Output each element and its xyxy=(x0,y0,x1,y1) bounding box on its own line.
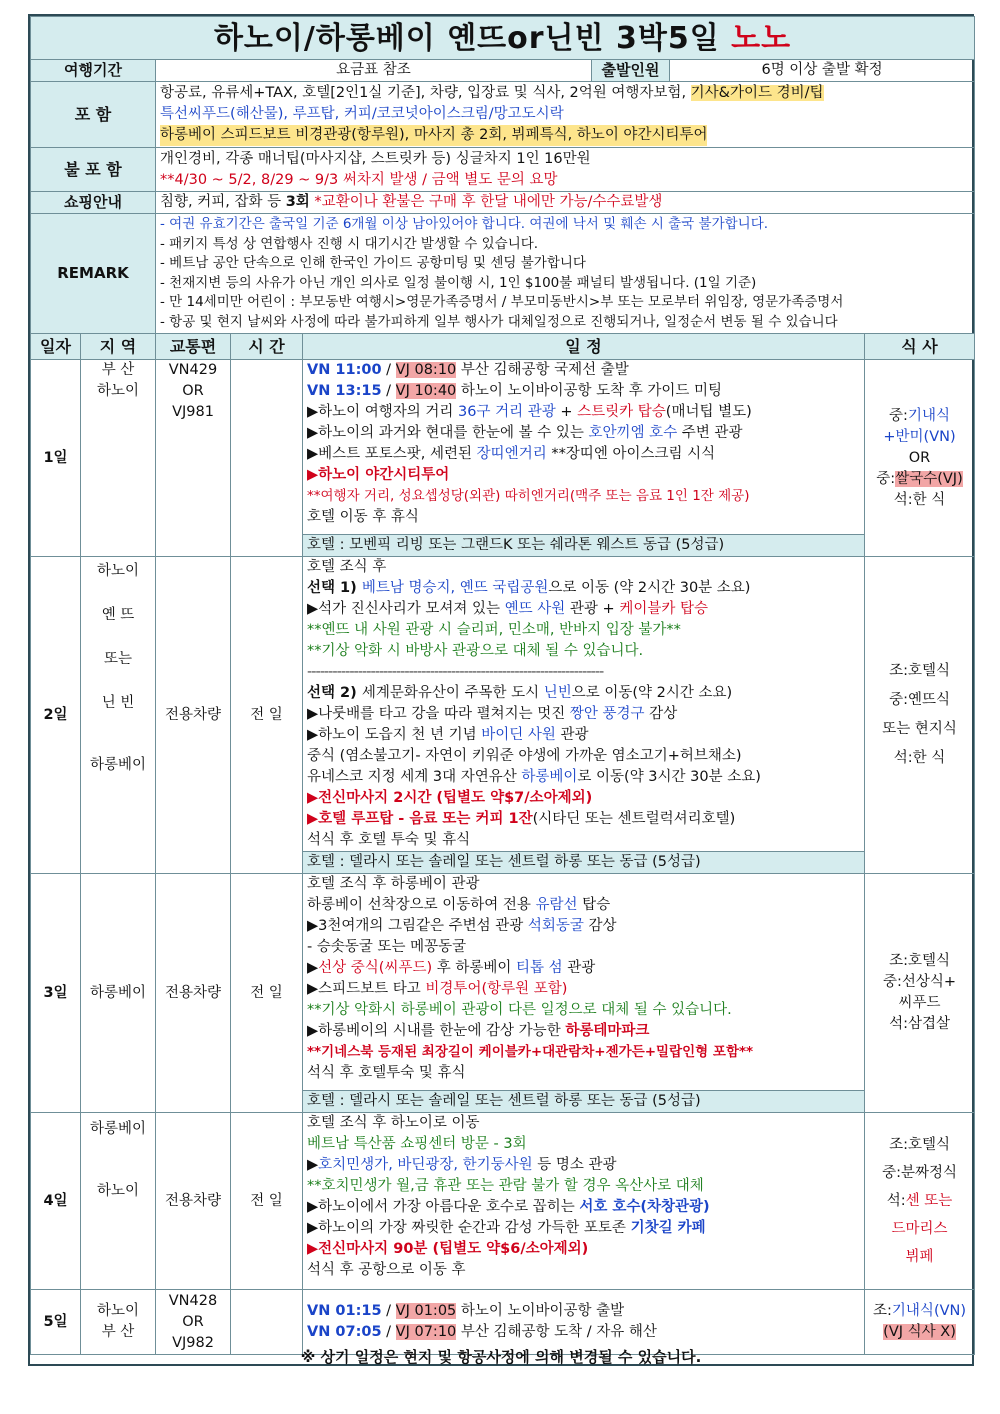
region-name: 옌 뜨 xyxy=(101,607,135,623)
vn-departure-time: VN 01:15 xyxy=(307,1303,382,1319)
header-meal: 식 사 xyxy=(865,334,975,360)
meal-highlight: 기내식(VN) xyxy=(891,1303,967,1319)
remark-row xyxy=(31,214,975,334)
meal-prefix: 석: xyxy=(886,1193,906,1209)
item-highlight: 짱안 풍경구 xyxy=(569,706,645,722)
include-special: 특선씨푸드(해산물), 루프탑, 커피/코코넛아이스크림/망고도시락 xyxy=(160,106,564,122)
item-text: 호텔 조식 후 하노이로 이동 xyxy=(307,1115,480,1131)
region-name: 또는 xyxy=(103,651,132,667)
item-text: 관광 + xyxy=(565,601,620,617)
item-text: 으로 이동(약 2시간 소요) xyxy=(571,685,733,701)
flight-code: VJ981 xyxy=(172,404,214,420)
item-text: 호텔 조식 후 하롱베이 관광 xyxy=(307,876,480,892)
schedule-header-row xyxy=(31,334,975,360)
rooftop-item: ▶호텔 루프탑 - 음료 또는 커피 1잔 xyxy=(307,811,533,827)
day3-transport: 전용차량 xyxy=(156,874,231,1113)
item-text: 호텔 이동 후 휴식 xyxy=(307,509,419,525)
remark-label: REMARK xyxy=(31,214,156,334)
item-text: 호텔 조식 후 xyxy=(307,559,387,575)
remark-item: - 항공 및 현지 날씨와 사정에 따라 불가피하게 일부 행사가 대체일정으로 진행되거나, 일정순서 변동 될 수 있습니다 xyxy=(160,313,838,330)
option-label: 선택 2) xyxy=(307,685,362,701)
vn-departure-time: VN 11:00 xyxy=(307,362,382,378)
day3-hotel: 호텔 : 델라시 또는 솔레일 또는 센트럴 하롱 또는 동급 (5성급) xyxy=(303,1091,865,1113)
region-name: 하노이 xyxy=(96,1303,140,1319)
item-highlight: 호안끼엠 호수 xyxy=(588,425,678,441)
separator: / xyxy=(381,383,396,399)
region-name: 하노이 xyxy=(96,383,140,399)
shopping-items: 침향, 커피, 잡화 등 xyxy=(160,194,286,210)
day2-row xyxy=(31,557,975,852)
region-name: 하롱베이 xyxy=(89,757,147,773)
item-highlight: 서호 호수(차창관광) xyxy=(579,1199,710,1215)
flight-or: OR xyxy=(182,383,204,399)
vj-departure-time: VJ 08:10 xyxy=(395,362,457,378)
flight-code: VJ982 xyxy=(172,1334,214,1351)
surcharge-note: **4/30 ~ 5/2, 8/29 ~ 9/3 써차지 발생 / 금액 별도 문의 요망 xyxy=(160,171,558,188)
day3-time: 전 일 xyxy=(231,874,303,1113)
header-day: 일자 xyxy=(31,334,81,360)
weather-note: **기상 악화시 하롱베이 관광이 다른 일정으로 대체 될 수 있습니다. xyxy=(307,1002,732,1018)
day4-transport: 전용차량 xyxy=(156,1113,231,1290)
meal-highlight: +반미(VN) xyxy=(883,428,956,445)
header-region: 지 역 xyxy=(81,334,156,360)
item-text: ▶하노이에서 가장 아름다운 호수로 꼽히는 xyxy=(307,1199,580,1215)
day3-schedule xyxy=(303,874,865,1091)
remark-item: - 베트남 공안 단속으로 인해 한국인 가이드 공항미팅 및 센딩 불가합니다 xyxy=(160,255,586,271)
vj-departure-time: VJ 01:05 xyxy=(395,1303,457,1319)
item-text: 유네스코 지정 세계 3대 자연유산 xyxy=(307,769,522,785)
day1-meal xyxy=(865,360,975,557)
item-text: ▶스피드보트 타고 xyxy=(307,981,426,997)
include-tour: 하롱베이 스피드보트 비경관광(항루원), 마사지 총 2회, 뷔페특식, 하노이 야간시티투어 xyxy=(160,125,707,146)
closure-note: **호치민생가 월,금 휴관 또는 관람 불가 할 경우 옥산사로 대체 xyxy=(307,1178,704,1194)
item-text: ▶나룻배를 타고 강을 따라 펼쳐지는 멋진 xyxy=(307,706,570,722)
night-tour-note: **여행자 거리, 성요셉성당(외관) 따히엔거리(맥주 또는 음료 1인 1잔 제공) xyxy=(307,488,750,504)
include-row xyxy=(31,82,975,148)
meal-text: 석:삼겹살 xyxy=(889,1016,950,1032)
vn-arrival-time: VN 13:15 xyxy=(307,383,382,399)
meal-highlight: 쌀국수(VJ) xyxy=(895,470,963,487)
dress-code-note: **옌뜨 내 사원 관광 시 슬리퍼, 민소매, 반바지 입장 불가** xyxy=(307,622,681,638)
item-text: 석식 후 공항으로 이동 후 xyxy=(307,1262,466,1278)
day5-schedule xyxy=(303,1290,865,1355)
day2-label: 2일 xyxy=(31,557,81,874)
separator: / xyxy=(381,1303,396,1319)
item-text: ▶석가 진신사리가 모셔져 있는 xyxy=(307,601,505,617)
meal-text: 씨푸드 xyxy=(898,995,941,1011)
day5-transport xyxy=(156,1290,231,1355)
vj-arrival-time: VJ 10:40 xyxy=(395,383,457,399)
exclude-content xyxy=(156,148,975,192)
item-highlight: 케이블카 탑승 xyxy=(619,601,708,617)
page-title: 하노이/하롱베이 옌뜨or닌빈 3박5일 xyxy=(213,20,720,56)
item-text: 감상 xyxy=(644,706,678,722)
header-transport: 교통편 xyxy=(156,334,231,360)
item-text: ▶하노이의 가장 짜릿한 순간과 감성 가득한 포토존 xyxy=(307,1220,631,1236)
day2-region xyxy=(81,557,156,874)
remark-item: - 만 14세미만 어린이 : 부모동반 여행시>영문가족증명서 / 부모미동반시>부 또는 모로부터 위임장, 영문가족증명서 xyxy=(160,294,844,310)
item-text: 세계문화유산이 주목한 도시 xyxy=(361,685,544,701)
remark-content xyxy=(156,214,975,334)
day5-row xyxy=(31,1290,975,1355)
day1-row xyxy=(31,360,975,535)
flight-code: VN429 xyxy=(168,362,218,378)
meal-text: 조:호텔식 xyxy=(889,663,950,679)
region-name: 부 산 xyxy=(101,1324,135,1340)
day2-schedule xyxy=(303,557,865,852)
day2-time: 전 일 xyxy=(231,557,303,874)
itinerary-sheet xyxy=(28,14,974,1366)
meal-text: 중:선상식+ xyxy=(882,974,957,990)
item-text: **장띠엔 아이스크림 시식 xyxy=(546,446,716,462)
shopping-refund-note: *교환이나 환불은 구매 후 한달 내에만 가능/수수료발생 xyxy=(309,194,663,210)
region-name: 하롱베이 xyxy=(89,1121,147,1137)
departure-text: 부산 김해공항 국제선 출발 xyxy=(456,362,629,378)
day4-schedule xyxy=(303,1113,865,1290)
arrival-text: 부산 김해공항 도착 / 자유 해산 xyxy=(456,1324,657,1340)
arrival-text: 하노이 노이바이공항 도착 후 가이드 미팅 xyxy=(456,383,723,399)
meal-highlight: 뷔페 xyxy=(905,1249,934,1265)
item-highlight: 장띠엔거리 xyxy=(476,446,547,462)
item-text: 관광 xyxy=(562,960,596,976)
item-highlight: 비경투어(항루원 포함) xyxy=(425,981,568,997)
item-text: 하롱베이 선착장으로 이동하여 전용 xyxy=(307,897,536,913)
meal-highlight: 기내식 xyxy=(907,407,950,424)
remark-item: - 여권 유효기간은 출국일 기준 6개월 이상 남아있어야 합니다. 여권에 낙서 및 훼손 시 출국 불가합니다. xyxy=(160,216,769,232)
vj-arrival-time: VJ 07:10 xyxy=(395,1324,457,1340)
day1-hotel: 호텔 : 모벤픽 리빙 또는 그랜드K 또는 쉐라톤 웨스트 동급 (5성급) xyxy=(303,535,865,557)
item-text: 석식 후 호텔투숙 및 휴식 xyxy=(307,1065,466,1081)
item-text: (시타딘 또는 센트럴럭셔리호텔) xyxy=(532,811,736,827)
header-schedule: 일 정 xyxy=(303,334,865,360)
day4-time: 전 일 xyxy=(231,1113,303,1290)
item-text: ▶베스트 포토스팟, 세련된 xyxy=(307,446,477,462)
meal-text: 석:한 식 xyxy=(893,750,946,766)
item-highlight: 기찻길 카페 xyxy=(630,1220,706,1236)
remark-item: - 천재지변 등의 사유가 아닌 개인 의사로 일정 불이행 시, 1인 $100불 패널티 발생됩니다. (1일 기준) xyxy=(160,274,757,291)
day3-region: 하롱베이 xyxy=(81,874,156,1113)
item-highlight: 석회동굴 xyxy=(527,918,584,934)
item-text: 관광 xyxy=(555,727,589,743)
period-label: 여행기간 xyxy=(31,60,156,82)
item-text: ▶하노이 여행자의 거리 xyxy=(307,404,459,420)
massage-item: ▶전신마사지 90분 (팁별도 약$6/소아제외) xyxy=(307,1241,589,1257)
meal-prefix: 중: xyxy=(876,470,896,487)
exclude-text: 개인경비, 각종 매너팁(마사지샵, 스트릿카 등) 싱글차지 1인 16만원 xyxy=(160,150,591,167)
item-highlight: 36구 거리 관광 xyxy=(458,404,556,420)
item-text: ▶하노이의 과거와 현대를 한눈에 볼 수 있는 xyxy=(307,425,589,441)
item-text: + xyxy=(555,404,578,420)
meal-highlight: 드마리스 xyxy=(891,1221,948,1237)
period-value: 요금표 참조 xyxy=(156,60,592,82)
itinerary-table xyxy=(30,16,975,1355)
period-row xyxy=(31,60,975,82)
item-highlight: 닌빈 xyxy=(543,685,572,701)
option-label: 선택 1) xyxy=(307,580,362,596)
region-name: 닌 빈 xyxy=(101,695,135,711)
massage-item: ▶전신마사지 2시간 (팁별도 약$7/소아제외) xyxy=(307,790,593,806)
people-value: 6명 이상 출발 확정 xyxy=(670,60,975,82)
day1-label: 1일 xyxy=(31,360,81,557)
region-name: 부 산 xyxy=(101,362,135,378)
item-highlight: 하롱테마파크 xyxy=(565,1023,650,1039)
shopping-label: 쇼핑안내 xyxy=(31,192,156,214)
item-highlight: 옌뜨 사원 xyxy=(504,601,566,617)
title-row xyxy=(31,17,975,60)
meal-text: 중:옌뜨식 xyxy=(889,692,950,708)
item-text: 등 명소 관광 xyxy=(532,1157,617,1173)
meal-prefix: 조: xyxy=(873,1303,892,1319)
theme-park-note: **기네스북 등재된 최장길이 케이블카+대관람차+젠가든+밀랍인형 포함** xyxy=(307,1044,754,1060)
divider: ---------------------------------------------------------------------- xyxy=(307,664,604,680)
day5-label: 5일 xyxy=(31,1290,81,1355)
vn-arrival-time: VN 07:05 xyxy=(307,1324,382,1340)
item-highlight: 티톱 섬 xyxy=(516,960,563,976)
item-text: ▶하노이 도읍지 천 년 기념 xyxy=(307,727,482,743)
region-name: 하노이 xyxy=(96,563,140,579)
day2-meal xyxy=(865,557,975,874)
day4-region xyxy=(81,1113,156,1290)
item-text: ▶ xyxy=(307,1157,319,1173)
day2-hotel: 호텔 : 델라시 또는 솔레일 또는 센트럴 하롱 또는 동급 (5성급) xyxy=(303,852,865,874)
item-text: 감상 xyxy=(583,918,617,934)
shopping-row xyxy=(31,192,975,214)
lunch-text: 중식 (염소불고기- 자연이 키워준 야생에 가까운 염소고기+허브채소) xyxy=(307,748,742,764)
item-text: ▶3천여개의 그림같은 주변섬 관광 xyxy=(307,918,528,934)
meal-text: 조:호텔식 xyxy=(889,1137,950,1153)
item-highlight: 선상 중식(씨푸드) xyxy=(318,960,433,976)
departure-text: 하노이 노이바이공항 출발 xyxy=(456,1303,625,1319)
day2-transport: 전용차량 xyxy=(156,557,231,874)
shopping-visit: 베트남 특산품 쇼핑센터 방문 - 3회 xyxy=(307,1136,527,1152)
item-text: 주변 관광 xyxy=(677,425,743,441)
item-text: - 승솟동굴 또는 메꽁동굴 xyxy=(307,939,467,955)
remark-item: - 패키지 특성 상 연합행사 진행 시 대기시간 발생할 수 있습니다. xyxy=(160,235,539,252)
item-text: ▶ xyxy=(307,960,319,976)
day3-label: 3일 xyxy=(31,874,81,1113)
item-text: 석식 후 호텔 투숙 및 휴식 xyxy=(307,832,471,848)
item-text: (매너팁 별도) xyxy=(665,404,752,420)
day3-meal xyxy=(865,874,975,1113)
day5-meal xyxy=(865,1290,975,1355)
day5-time xyxy=(231,1290,303,1355)
people-label: 출발인원 xyxy=(592,60,670,82)
item-highlight: 베트남 명승지, 옌뜨 국립공원 xyxy=(361,580,549,596)
shopping-content xyxy=(156,192,975,214)
day5-region xyxy=(81,1290,156,1355)
title-tag: 노노 xyxy=(731,20,792,56)
meal-text: 또는 현지식 xyxy=(882,721,957,737)
item-text: ▶하롱베이의 시내를 한눈에 감상 가능한 xyxy=(307,1023,566,1039)
day1-schedule xyxy=(303,360,865,535)
item-text: 후 하롱베이 xyxy=(432,960,517,976)
item-text: 로 이동(약 3시간 30분 소요) xyxy=(577,769,761,785)
item-highlight: 바이딘 사원 xyxy=(481,727,556,743)
meal-text: 중:분짜정식 xyxy=(882,1165,957,1181)
item-highlight: 하롱베이 xyxy=(521,769,578,785)
include-content xyxy=(156,82,975,148)
meal-prefix: 중: xyxy=(889,407,908,424)
exclude-row xyxy=(31,148,975,192)
exclude-label: 불 포 함 xyxy=(31,148,156,192)
meal-text: 석:한 식 xyxy=(893,491,946,508)
night-tour: ▶하노이 야간시티투어 xyxy=(307,467,450,483)
meal-or: OR xyxy=(908,449,931,466)
separator: / xyxy=(381,362,396,378)
day4-label: 4일 xyxy=(31,1113,81,1290)
shopping-count: 3회 xyxy=(285,194,310,210)
item-text: 으로 이동 (약 2시간 30분 소요) xyxy=(548,580,751,596)
day1-time xyxy=(231,360,303,557)
day1-region xyxy=(81,360,156,557)
item-highlight: 스트릿카 탑승 xyxy=(577,404,666,420)
separator: / xyxy=(381,1324,396,1340)
include-highlight: 기사&가이드 경비/팁 xyxy=(690,85,824,101)
day4-row xyxy=(31,1113,975,1290)
day1-transport xyxy=(156,360,231,557)
header-time: 시 간 xyxy=(231,334,303,360)
meal-highlight: 센 또는 xyxy=(905,1193,953,1209)
day4-meal xyxy=(865,1113,975,1290)
footer-note: ※ 상기 일정은 현지 및 항공사정에 의해 변경될 수 있습니다. xyxy=(300,1348,702,1366)
include-label: 포 함 xyxy=(31,82,156,148)
day3-row xyxy=(31,874,975,1091)
include-text: 항공료, 유류세+TAX, 호텔[2인1실 기준], 차량, 입장료 및 식사, 2억원 여행자보험, xyxy=(160,85,691,101)
flight-code: VN428 xyxy=(168,1292,218,1309)
item-highlight: 호치민생가, 바딘광장, 한기둥사원 xyxy=(318,1157,533,1173)
region-name: 하노이 xyxy=(96,1183,140,1199)
item-highlight: 유람선 xyxy=(535,897,578,913)
meal-highlight: (VJ 식사 X) xyxy=(883,1324,956,1340)
meal-text: 조:호텔식 xyxy=(889,953,950,969)
flight-or: OR xyxy=(182,1313,204,1330)
item-text: 탑승 xyxy=(577,897,611,913)
weather-note: **기상 악화 시 바방사 관광으로 대체 될 수 있습니다. xyxy=(307,643,644,659)
